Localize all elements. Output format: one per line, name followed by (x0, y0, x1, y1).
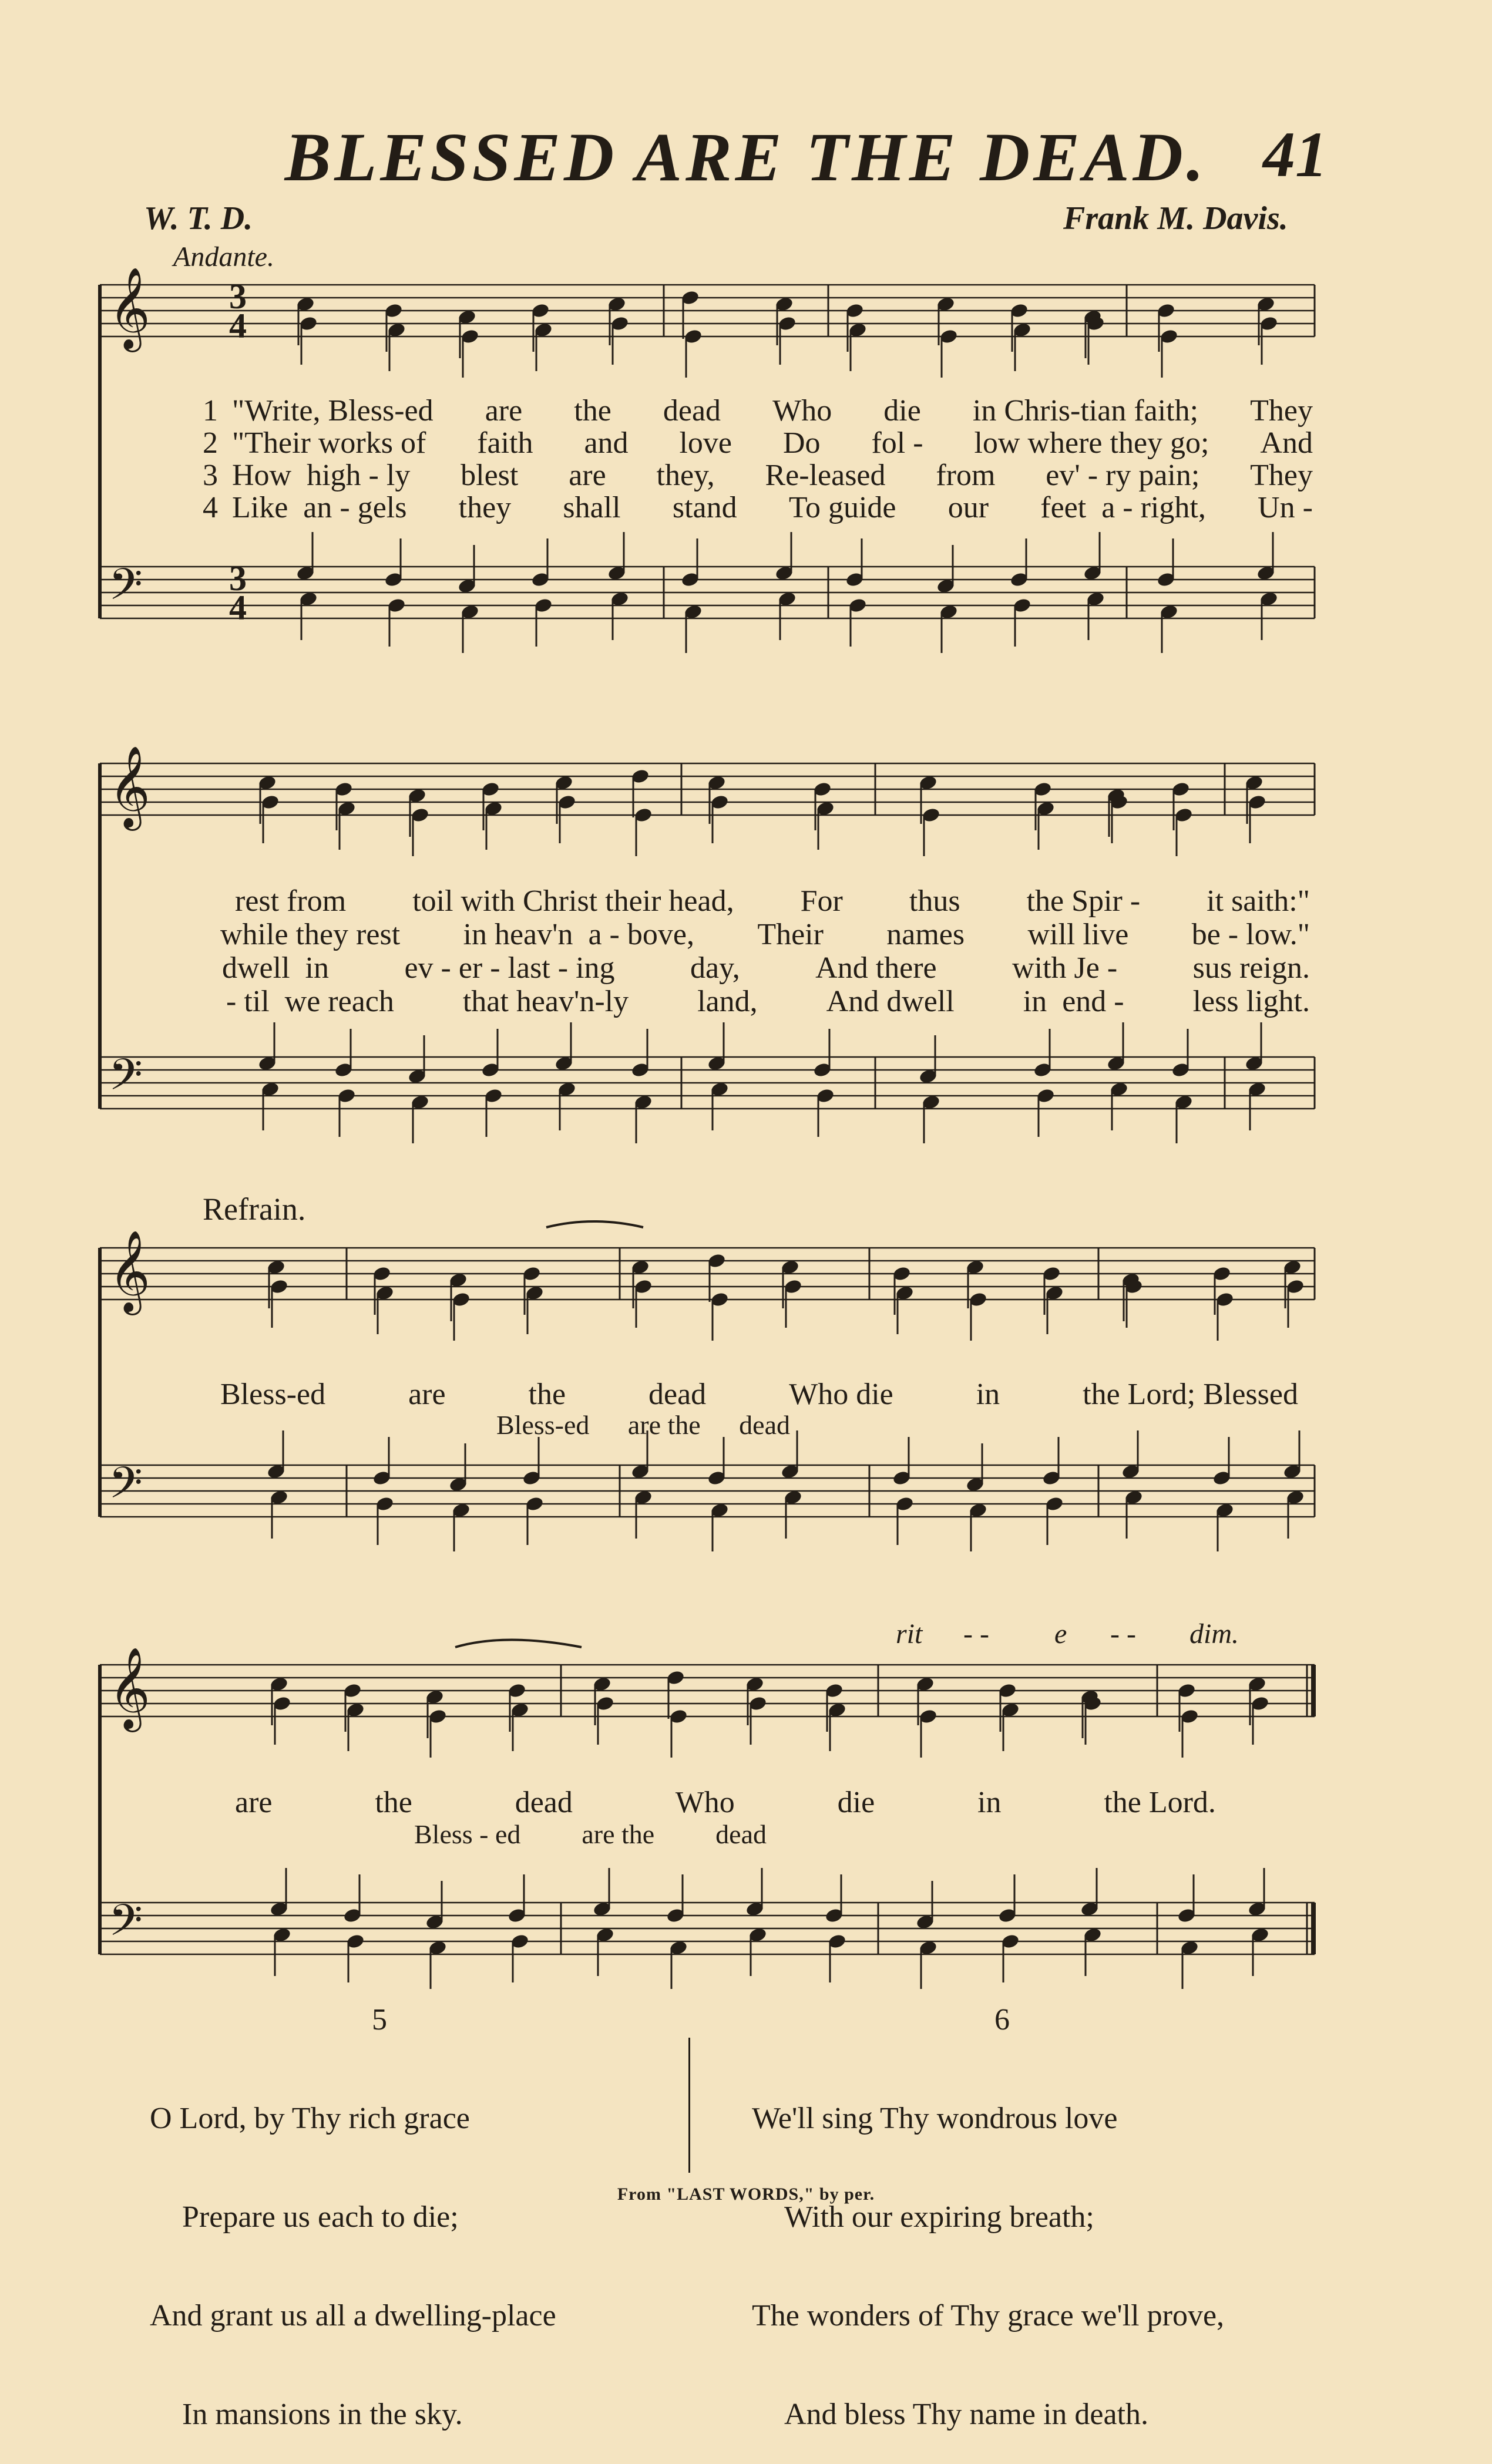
lyric-syllable: thus (909, 884, 960, 918)
refrain-lyric-lower (496, 1409, 790, 1440)
lyric-syllable: while they rest (220, 918, 401, 951)
lyric-syllable: "Write, Bless-ed (232, 394, 434, 428)
lyric-syllable: our (947, 491, 989, 524)
lyric-syllable: love (679, 426, 732, 460)
lyric-syllable: die (883, 394, 921, 428)
lyric-line-verse1 (232, 393, 1313, 428)
final-lyric-upper (235, 1785, 1216, 1820)
lyric-syllable: fol - (871, 426, 923, 460)
lyric-syllable: day, (690, 951, 740, 985)
lyric-syllable: And (1260, 426, 1313, 460)
lyric-syllable: Re-leased (765, 459, 886, 492)
treble-clef: 𝄞 (109, 1230, 150, 1312)
page-number: 41 (1263, 119, 1328, 190)
stanza-line: We'll sing Thy wondrous love (752, 2102, 1118, 2135)
bass-clef: 𝄢 (109, 1895, 143, 1957)
lyric-syllable: shall (563, 491, 621, 524)
lyric-syllable: will live (1027, 918, 1129, 951)
ritardando-marking: rit (896, 1618, 923, 1650)
lyric-syllable: in (977, 1786, 1002, 1819)
lyric-syllable: How high - ly (232, 459, 411, 492)
lyric-syllable: dead (715, 1819, 767, 1849)
lyric-syllable: ev' - ry pain; (1046, 459, 1200, 492)
lyric-syllable: They (1250, 394, 1313, 428)
bass-clef: 𝄢 (109, 559, 143, 621)
lyric-syllable: Bless-ed (220, 1378, 326, 1411)
lyric-syllable: dead (515, 1786, 573, 1819)
stanza-line: With our expiring breath; (784, 2200, 1094, 2234)
lyric-syllable: the (375, 1786, 412, 1819)
refrain-label: Refrain. (203, 1191, 306, 1227)
lyric-syllable: the Lord. (1104, 1786, 1216, 1819)
stanza-line: The wonders of Thy grace we'll prove, (752, 2299, 1225, 2332)
lyric-syllable: low where they go; (974, 426, 1209, 460)
lyric-syllable: die (837, 1786, 875, 1819)
lyric-syllable: dead (739, 1410, 790, 1440)
lyric-syllable: They (1250, 459, 1313, 492)
lyric-syllable: in Chris-tian faith; (972, 394, 1199, 428)
stanza-line: In mansions in the sky. (182, 2398, 463, 2431)
lyric-syllable: Un - (1258, 491, 1313, 524)
verse-number: 1 (203, 394, 218, 428)
time-signature-top: 3 (229, 277, 247, 316)
lyric-syllable: "Their works of (232, 426, 426, 460)
lyric-syllable: For (800, 884, 843, 918)
lyric-syllable: And dwell (826, 985, 955, 1018)
dash-marking: - - (963, 1618, 989, 1650)
hymn-title: BLESSED ARE THE DEAD. (284, 119, 1208, 196)
lyric-syllable: from (936, 459, 996, 492)
verse-number: 4 (203, 491, 218, 524)
stanza-number: 6 (994, 2003, 1010, 2036)
lyric-line-verse4 (232, 490, 1313, 525)
treble-clef: 𝄞 (109, 746, 150, 827)
lyric-syllable: To guide (788, 491, 896, 524)
lyric-syllable: dead (648, 1378, 707, 1411)
lyric-line-verse3 (232, 458, 1313, 493)
final-lyric-lower (414, 1819, 767, 1850)
stanza-number: 5 (372, 2003, 387, 2036)
stanza-divider (688, 2038, 690, 2173)
time-signature-top: 3 (229, 559, 247, 598)
lyric-syllable: Who (675, 1786, 735, 1819)
lyric-syllable: less light. (1192, 985, 1310, 1018)
lyric-syllable: are (569, 459, 606, 492)
lyric-syllable: ev - er - last - ing (404, 951, 615, 985)
stanza-line: And grant us all a dwelling-place (150, 2299, 556, 2332)
lyric-syllable: names (886, 918, 965, 951)
bass-clef: 𝄢 (109, 1049, 143, 1111)
lyric-syllable: in end - (1023, 985, 1124, 1018)
stanza-line: And bless Thy name in death. (784, 2398, 1149, 2431)
lyric-syllable: Bless-ed (496, 1410, 590, 1440)
lyric-syllable: that heav'n-ly (462, 985, 629, 1018)
lyric-syllable: are (408, 1378, 446, 1411)
lyric-syllable: the (574, 394, 611, 428)
slur-mark (546, 1221, 643, 1227)
verse-number: 2 (203, 426, 218, 460)
lyric-syllable: in heav'n a - bove, (463, 918, 694, 951)
lyric-syllable: and (584, 426, 629, 460)
lyric-syllable: dead (663, 394, 721, 428)
e-marking: e (1054, 1618, 1067, 1650)
stanza-6 (752, 2036, 1224, 2464)
lyric-syllable: it saith:" (1207, 884, 1310, 918)
lyric-line-verse3 (222, 951, 1310, 985)
lyric-syllable: faith (477, 426, 533, 460)
lyric-syllable: Like an - gels (232, 491, 407, 524)
lyric-syllable: feet a - right, (1040, 491, 1206, 524)
lyric-syllable: Who die (789, 1378, 893, 1411)
lyric-syllable: stand (672, 491, 737, 524)
lyric-syllable: rest from (235, 884, 347, 918)
lyric-syllable: are the (627, 1410, 701, 1440)
lyric-syllable: Bless - ed (414, 1819, 521, 1849)
lyric-line-verse2 (232, 426, 1313, 460)
bass-clef: 𝄢 (109, 1457, 143, 1519)
lyric-line-verse1 (235, 884, 1310, 918)
diminuendo-marking: dim. (1189, 1618, 1239, 1650)
lyric-syllable: - til we reach (226, 985, 394, 1018)
lyric-syllable: be - low." (1191, 918, 1310, 951)
time-signature-bottom: 4 (229, 588, 247, 627)
music-credit: Frank M. Davis. (1063, 200, 1288, 237)
lyric-syllable: are (235, 1786, 273, 1819)
words-credit: W. T. D. (144, 200, 253, 237)
lyric-syllable: are (485, 394, 523, 428)
slur-mark (455, 1640, 582, 1648)
lyric-syllable: are the (582, 1819, 655, 1849)
time-signature-bottom: 4 (229, 307, 247, 345)
lyric-syllable: land, (697, 985, 758, 1018)
lyric-syllable: Their (757, 918, 824, 951)
lyric-syllable: blest (461, 459, 519, 492)
lyric-syllable: in (976, 1378, 1000, 1411)
refrain-lyric-upper (220, 1377, 1298, 1412)
lyric-syllable: the Spir - (1026, 884, 1141, 918)
lyric-syllable: sus reign. (1192, 951, 1310, 985)
stanza-line: Prepare us each to die; (182, 2200, 459, 2234)
stanza-5 (150, 2036, 556, 2464)
source-footer: From "LAST WORDS," by per. (617, 2184, 875, 2204)
treble-clef: 𝄞 (109, 1647, 150, 1729)
lyric-syllable: the Lord; Blessed (1083, 1378, 1298, 1411)
treble-clef: 𝄞 (109, 267, 150, 349)
stanza-line: O Lord, by Thy rich grace (150, 2102, 470, 2135)
lyric-syllable: the (528, 1378, 566, 1411)
lyric-syllable: they, (656, 459, 715, 492)
lyric-syllable: Who (772, 394, 832, 428)
lyric-syllable: Do (782, 426, 821, 460)
dash-marking: - - (1110, 1618, 1136, 1650)
lyric-line-verse4 (226, 984, 1310, 1019)
lyric-line-verse2 (220, 917, 1310, 952)
lyric-syllable: with Je - (1012, 951, 1118, 985)
verse-number: 3 (203, 459, 218, 492)
lyric-syllable: And there (815, 951, 937, 985)
lyric-syllable: dwell in (222, 951, 329, 985)
tempo-marking: Andante. (173, 241, 274, 272)
lyric-syllable: they (458, 491, 512, 524)
lyric-syllable: toil with Christ their head, (412, 884, 734, 918)
